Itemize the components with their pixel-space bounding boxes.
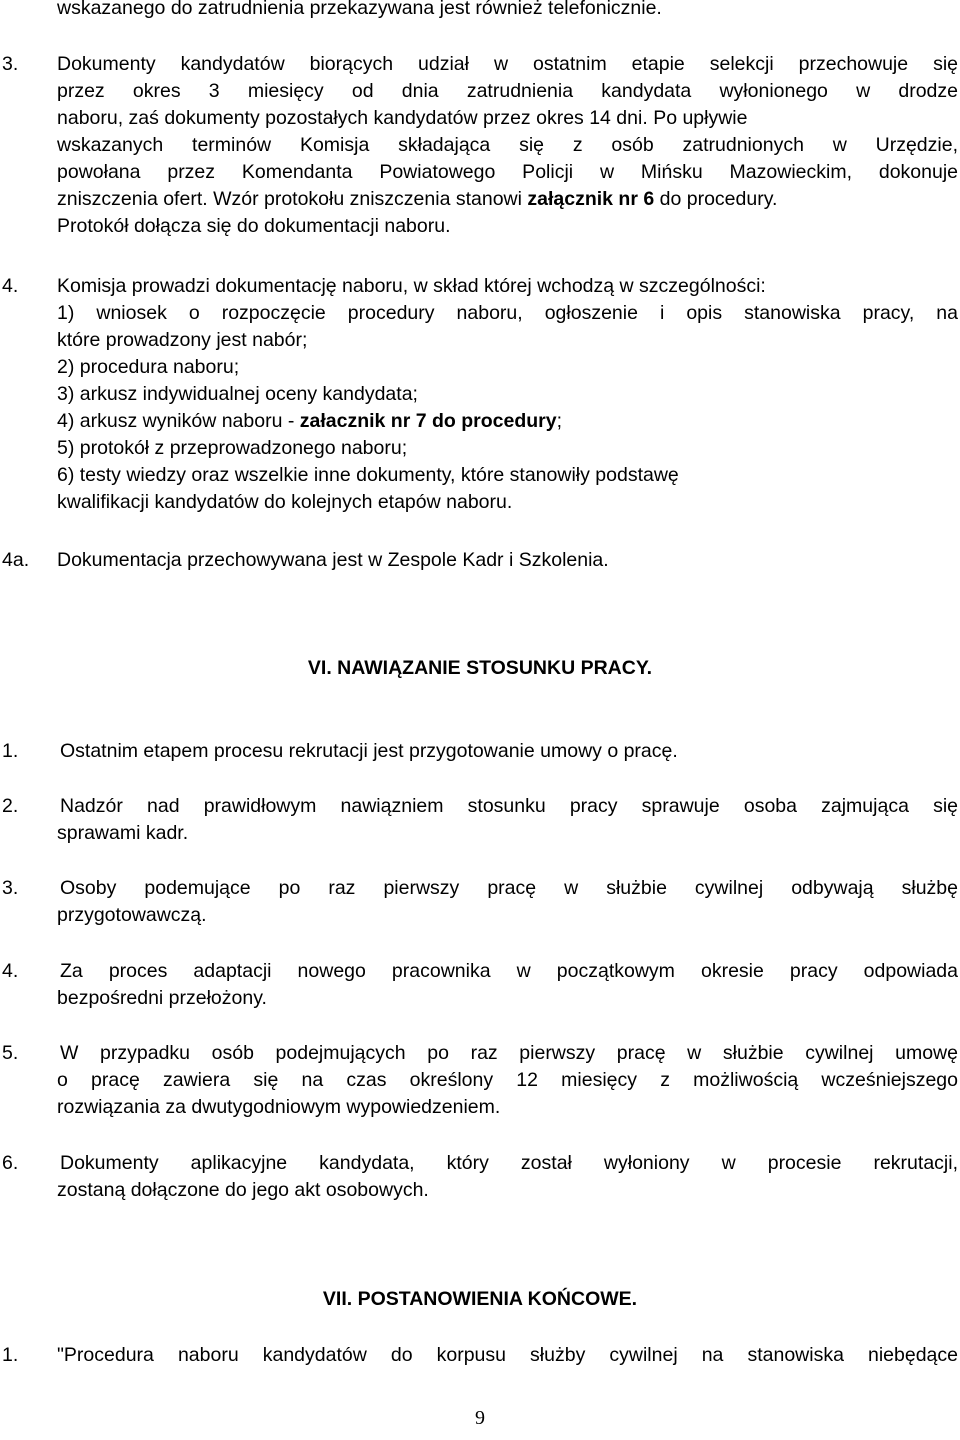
item-3-line-7: Protokół dołącza się do dokumentacji naboru. [57, 215, 451, 237]
item-number: 3. [2, 877, 19, 899]
item-3-line-6d: do procedury. [659, 188, 778, 210]
section-6-item-1-line-1: Ostatnim etapem procesu rekrutacji jest przygotowanie umowy o pracę. [60, 740, 678, 762]
item-number: 4. [2, 275, 19, 297]
attachment-6-reference: załącznik nr 6 [527, 188, 655, 210]
item-4-line-7: 5) protokół z przeprowadzonego naboru; [57, 437, 408, 459]
item-3-line-5: powołana przez Komendanta Powiatowego Policji w Mińsku Mazowieckim, dokonuje [57, 161, 958, 183]
section-6-item-5-line-3: rozwiązania za dwutygodniowym wypowiedzeniem. [57, 1096, 501, 1118]
item-number: 6. [2, 1152, 19, 1174]
item-4-line-2: 1) wniosek o rozpoczęcie procedury naboru, ogłoszenie i opis stanowiska pracy, na [57, 302, 958, 324]
section-6-item-4-line-1: Za proces adaptacji nowego pracownika w początkowym okresie pracy odpowiada [60, 960, 958, 982]
item-4-line-8: 6) testy wiedzy oraz wszelkie inne dokumenty, które stanowiły podstawę [57, 464, 679, 486]
item-3-line-3-cont: Po upływie [653, 107, 748, 129]
item-4-line-6 [57, 407, 562, 435]
item-3-line-6a: zniszczenia ofert. [57, 188, 208, 210]
item-3-line-6b: Wzór protokołu zniszczenia stanowi [213, 188, 522, 210]
item-4-line-3: które prowadzony jest nabór; [57, 329, 308, 351]
item-number: 1. [2, 1344, 19, 1366]
item-number: 3. [2, 53, 19, 75]
section-6-item-5-line-1: W przypadku osób podejmujących po raz pierwszy pracę w służbie cywilnej umowę [60, 1042, 958, 1064]
page-number: 9 [475, 1407, 485, 1429]
section-6-item-4-line-2: bezpośredni przełożony. [57, 987, 267, 1009]
section-6-item-6-line-2: zostaną dołączone do jego akt osobowych. [57, 1179, 429, 1201]
item-number: 1. [2, 740, 19, 762]
attachment-7-reference: załacznik nr 7 do procedury [299, 410, 557, 432]
item-3-line-3-text: naboru, zaś dokumenty pozostałych kandydatów przez okres 14 dni. [57, 107, 648, 129]
section-6-item-5-line-2: o pracę zawiera się na czas określony 12 miesięcy z możliwością wcześniejszego [57, 1069, 958, 1091]
item-4-line-6c: ; [556, 410, 563, 432]
section-7-item-1-line-1: "Procedura naboru kandydatów do korpusu służby cywilnej na stanowiska niebędące [57, 1344, 958, 1366]
section-6-item-3-line-2: przygotowawczą. [57, 904, 207, 926]
item-4-line-5: 3) arkusz indywidualnej oceny kandydata; [57, 383, 418, 405]
section-7-heading: VII. POSTANOWIENIA KOŃCOWE. [322, 1288, 638, 1310]
item-number: 4. [2, 960, 19, 982]
section-6-heading: VI. NAWIĄZANIE STOSUNKU PRACY. [307, 657, 653, 679]
item-3-line-1: Dokumenty kandydatów biorących udział w ostatnim etapie selekcji przechowuje się [57, 53, 958, 75]
item-3-line-3 [57, 104, 748, 132]
item-number: 5. [2, 1042, 19, 1064]
item-4-line-6a: 4) arkusz wyników naboru - [57, 410, 295, 432]
item-3-line-6 [57, 185, 777, 213]
item-3-line-2: przez okres 3 miesięcy od dnia zatrudnienia kandydata wyłonionego w drodze [57, 80, 958, 102]
section-6-item-2-line-2: sprawami kadr. [57, 822, 189, 844]
item-4-line-9: kwalifikacji kandydatów do kolejnych etapów naboru. [57, 491, 513, 513]
item-4-line-4: 2) procedura naboru; [57, 356, 240, 378]
item-number: 2. [2, 795, 19, 817]
item-4a-text: Dokumentacja przechowywana jest w Zespole Kadr i Szkolenia. [57, 549, 609, 571]
section-6-item-3-line-1: Osoby podemujące po raz pierwszy pracę w służbie cywilnej odbywają służbę [60, 877, 958, 899]
section-6-item-2-line-1: Nadzór nad prawidłowym nawiąznie​m stosunku pracy sprawuje osoba zajmująca się [60, 795, 958, 817]
continuation-line: wskazanego do zatrudnienia przekazywana jest również telefonicznie. [57, 0, 662, 19]
item-number: 4a. [2, 549, 30, 571]
item-4-line-1: Komisja prowadzi dokumentację naboru, w skład której wchodzą w szczególności: [57, 275, 766, 297]
item-3-line-4: wskazanych terminów Komisja składająca się z osób zatrudnionych w Urzędzie, [57, 134, 958, 156]
section-6-item-6-line-1: Dokumenty aplikacyjne kandydata, który został wyłoniony w procesie rekrutacji, [60, 1152, 958, 1174]
